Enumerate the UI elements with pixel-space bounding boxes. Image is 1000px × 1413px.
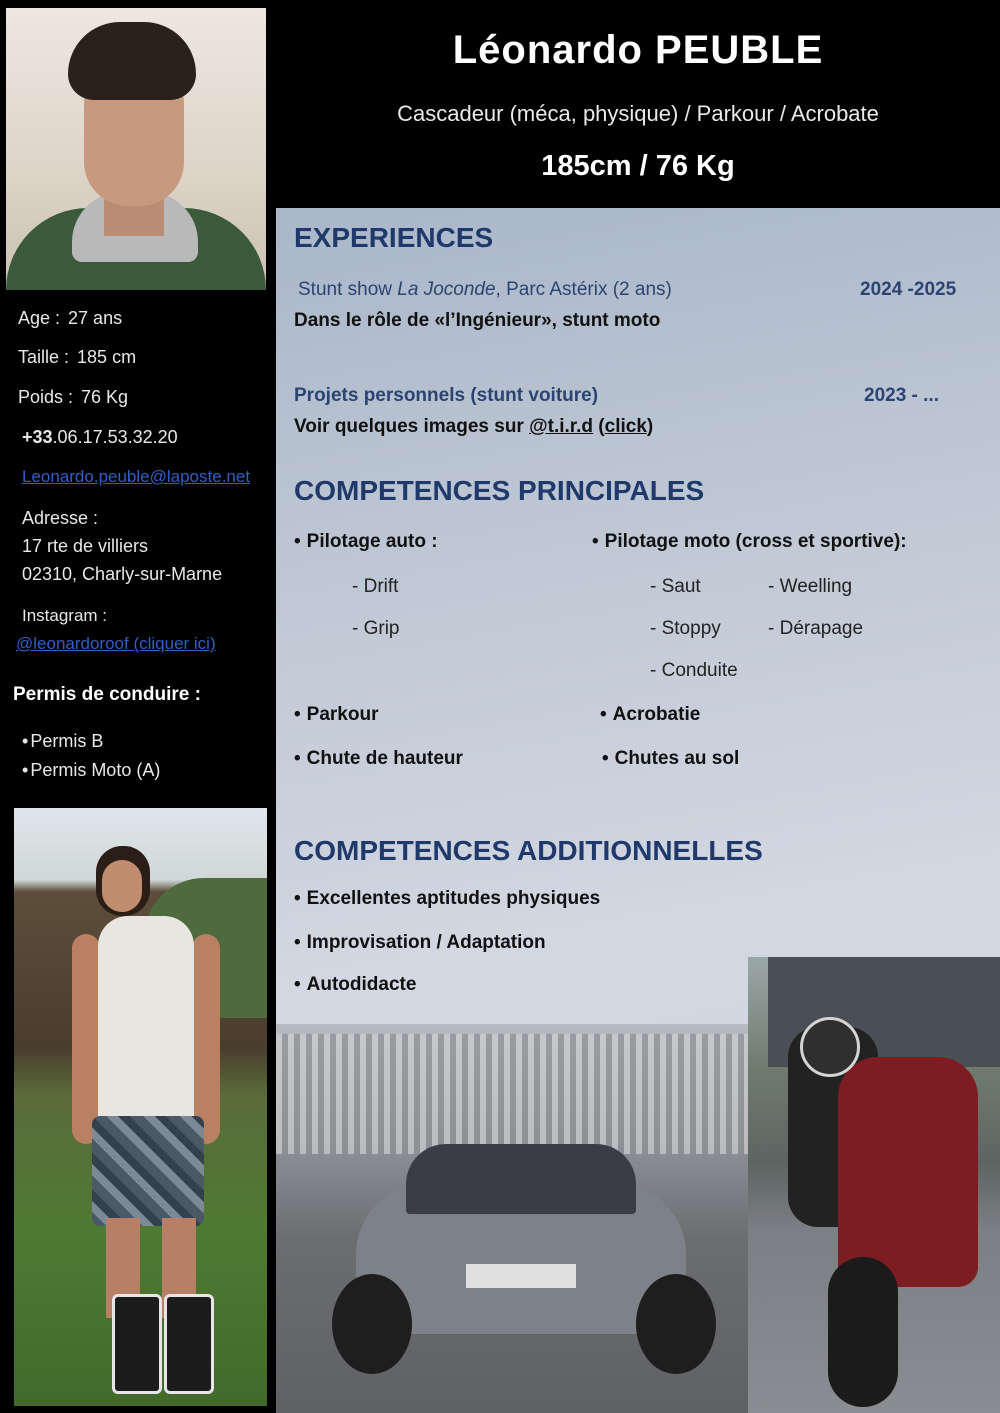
experience-2-title: Projets personnels (stunt voiture) <box>294 385 599 406</box>
taille-line <box>18 347 136 368</box>
age-label: Age : <box>18 308 61 328</box>
additional-skill: • Autodidacte <box>294 974 416 996</box>
moto-item: - Dérapage <box>768 618 864 639</box>
phone-number: .06.17.53.32.20 <box>52 427 178 447</box>
permis-item: • Permis Moto (A) <box>22 756 160 785</box>
age-line <box>18 308 122 329</box>
email-line <box>22 466 250 487</box>
measures: 185cm / 76 Kg <box>541 150 735 182</box>
experience-1-desc: Dans le rôle de «l’Ingénieur», stunt moto <box>294 310 661 331</box>
moto-item: - Weelling <box>768 576 853 597</box>
poids-value: 76 Kg <box>81 387 129 407</box>
pilotage-auto: • Pilotage auto : <box>294 531 438 553</box>
auto-item: - Grip <box>352 618 400 639</box>
experience-2-desc: Voir quelques images sur @t.i.r.d (click) <box>294 416 654 437</box>
additionnelles-title: COMPETENCES ADDITIONNELLES <box>294 835 763 866</box>
experience-1-years: 2024 -2025 <box>860 279 957 300</box>
experience-1-title: Stunt show La Joconde, Parc Astérix (2 ans) <box>298 279 672 300</box>
additional-skill: • Excellentes aptitudes physiques <box>294 888 600 910</box>
experiences-title: EXPERIENCES <box>294 222 494 253</box>
poids-label: Poids : <box>18 387 74 407</box>
show-name: La Joconde <box>397 279 496 300</box>
permis-list <box>22 727 160 785</box>
competences-title: COMPETENCES PRINCIPALES <box>294 475 705 506</box>
header <box>276 0 1000 208</box>
skill-parkour: • Parkour <box>294 704 378 726</box>
page-title: Léonardo PEUBLE <box>452 28 824 72</box>
age-value: 27 ans <box>68 308 123 328</box>
subtitle: Cascadeur (méca, physique) / Parkour / Acrobate <box>397 101 879 126</box>
skill-chutes-sol: • Chutes au sol <box>602 748 739 770</box>
skill-acrobatie: • Acrobatie <box>600 704 700 726</box>
drift-car-photo <box>276 1024 748 1413</box>
instagram-label: Instagram : <box>22 606 108 625</box>
sidebar <box>0 0 276 1413</box>
instagram-link[interactable]: @leonardoroof (cliquer ici) <box>16 634 216 653</box>
instagram-line <box>16 633 216 654</box>
additional-skill: • Improvisation / Adaptation <box>294 932 546 954</box>
permis-title: Permis de conduire : <box>13 684 201 705</box>
experience-2-years: 2023 - ... <box>864 385 939 406</box>
phone-line <box>22 427 178 448</box>
portrait-photo <box>6 8 266 290</box>
moto-item: - Conduite <box>650 660 738 681</box>
address-label: Adresse : <box>22 508 99 528</box>
moto-item: - Stoppy <box>650 618 721 639</box>
main-panel <box>276 208 1000 1413</box>
taille-label: Taille : <box>18 347 70 367</box>
poids-line <box>18 387 128 408</box>
permis-item: • Permis B <box>22 727 160 756</box>
moto-item: - Saut <box>650 576 701 597</box>
phone-prefix: +33 <box>22 427 53 447</box>
pilotage-moto: • Pilotage moto (cross et sportive): <box>592 531 907 553</box>
taille-value: 185 cm <box>77 347 137 367</box>
address-line-1: 17 rte de villiers <box>22 536 149 556</box>
email-link[interactable]: Leonardo.peuble@laposte.net <box>22 467 251 486</box>
auto-item: - Drift <box>352 576 399 597</box>
full-body-photo <box>14 808 267 1406</box>
tird-link[interactable]: @t.i.r.d <box>529 416 594 437</box>
address-line-2: 02310, Charly-sur-Marne <box>22 564 223 584</box>
wheelie-moto-photo <box>748 957 1000 1413</box>
skill-chute-hauteur: • Chute de hauteur <box>294 748 463 770</box>
click-link[interactable]: click <box>604 416 647 437</box>
